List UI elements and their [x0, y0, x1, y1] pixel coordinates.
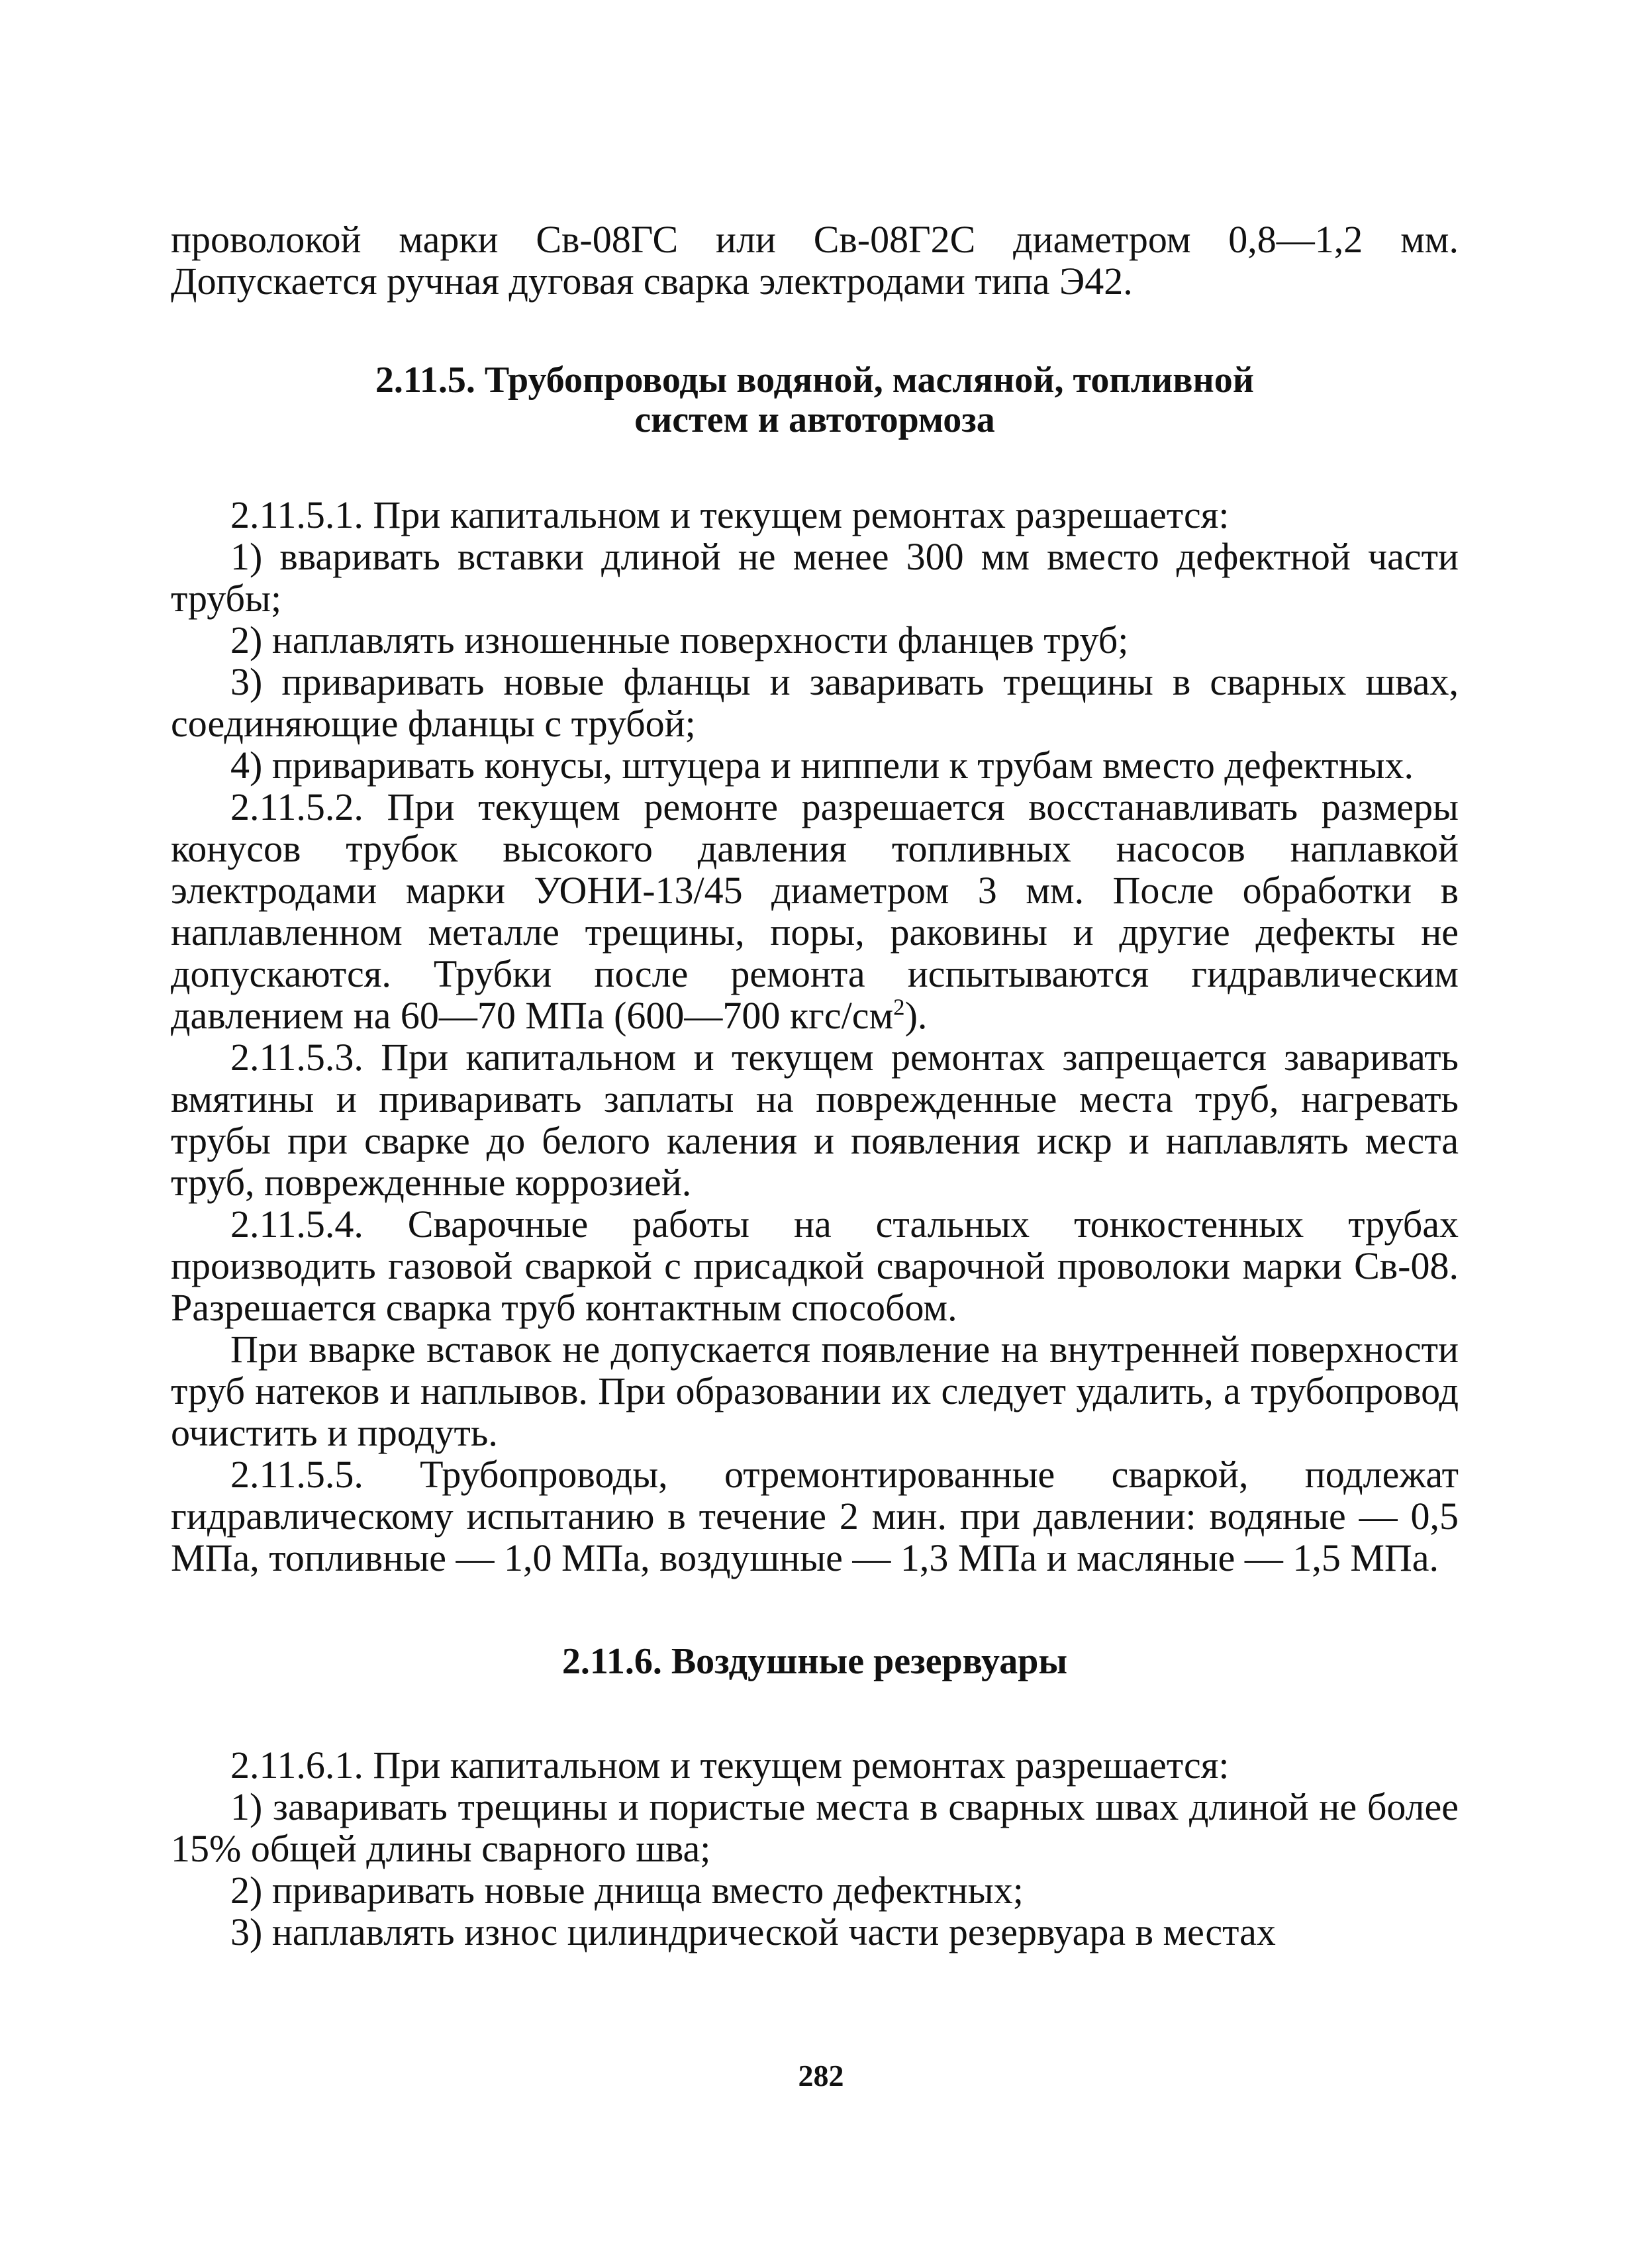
list-item-2-11-5-1-3: 3) приваривать новые фланцы и заваривать трещины в сварных швах, соединяющие фланцы с трубой; — [171, 660, 1459, 745]
paragraph-2-11-6-1: 2.11.6.1. При капитальном и текущем ремонтах разрешается: — [230, 1744, 1230, 1787]
list-item-2-11-6-1-1: 1) заваривать трещины и пористые места в сварных швах длиной не более 15% общей длины сварного шва; — [171, 1785, 1459, 1870]
paragraph-2-11-5-1: 2.11.5.1. При капитальном и текущем ремонтах разрешается: — [230, 493, 1230, 536]
section-heading-line-1: 2.11.5. Трубопроводы водяной, масляной, топливной — [375, 360, 1255, 401]
superscript-2: 2 — [893, 994, 905, 1020]
paragraph-2-11-5-4: 2.11.5.4. Сварочные работы на стальных тонкостенных трубах производить газовой сваркой с присадкой сварочной проволоки марки Св-08. Разрешается сварка труб контактным способом. — [171, 1203, 1459, 1329]
list-item-2-11-6-1-3: 3) наплавлять износ цилиндрической части резервуара в местах — [230, 1910, 1276, 1953]
intro-paragraph: проволокой марки Св-08ГС или Св-08Г2С диаметром 0,8—1,2 мм. Допускается ручная дуговая сварка электродами типа Э42. — [171, 218, 1459, 303]
paragraph-2-11-5-2-end: ). — [904, 994, 928, 1037]
section-heading-2-11-6 — [171, 1642, 1459, 1681]
paragraph-2-11-5-3: 2.11.5.3. При капитальном и текущем ремонтах запрещается заваривать вмятины и приваривать заплаты на поврежденные места труб, нагревать трубы при сварке до белого каления и появления искр и наплавлять места труб, поврежденные коррозией. — [171, 1036, 1459, 1204]
page-number: 282 — [798, 2059, 844, 2093]
list-item-2-11-5-1-1: 1) вваривать вставки длиной не менее 300 мм вместо дефектной части трубы; — [171, 535, 1459, 620]
paragraph-2-11-5-2-text: 2.11.5.2. При текущем ремонте разрешается восстанавливать размеры конусов трубок высокого давления топливных насосов наплавкой электродами марки УОНИ-13/45 диаметром 3 мм. После обработки в наплавленном металле трещины, поры, раковины и другие дефекты не допускаются. Трубки после ремонта испытываются гидравлическим давлением на 60—70 МПа (600—700 кгс/см — [171, 785, 1459, 1037]
paragraph-2-11-5-5: 2.11.5.5. Трубопроводы, отремонтированные сваркой, подлежат гидравлическому испытанию в течение 2 мин. при давлении: водяные — 0,5 МПа, топливные — 1,0 МПа, воздушные — 1,3 МПа и масляные — 1,5 МПа. — [171, 1453, 1459, 1579]
paragraph-2-11-5-2 — [171, 786, 1459, 1036]
section-heading-2-11-6-text: 2.11.6. Воздушные резервуары — [561, 1641, 1068, 1682]
list-item-2-11-5-1-4: 4) приваривать конусы, штуцера и ниппели к трубам вместо дефектных. — [230, 744, 1414, 787]
list-item-2-11-5-1-2: 2) наплавлять изношенные поверхности фланцев труб; — [230, 618, 1129, 662]
page-body — [171, 219, 1459, 1953]
section-heading-2-11-5 — [171, 360, 1459, 440]
section-heading-line-2: систем и автотормоза — [634, 399, 995, 440]
paragraph-2-11-5-4-continued: При вварке вставок не допускается появление на внутренней поверхности труб натеков и наплывов. При образовании их следует удалить, а трубопровод очистить и продуть. — [171, 1328, 1459, 1454]
list-item-2-11-6-1-2: 2) приваривать новые днища вместо дефектных; — [230, 1869, 1024, 1912]
